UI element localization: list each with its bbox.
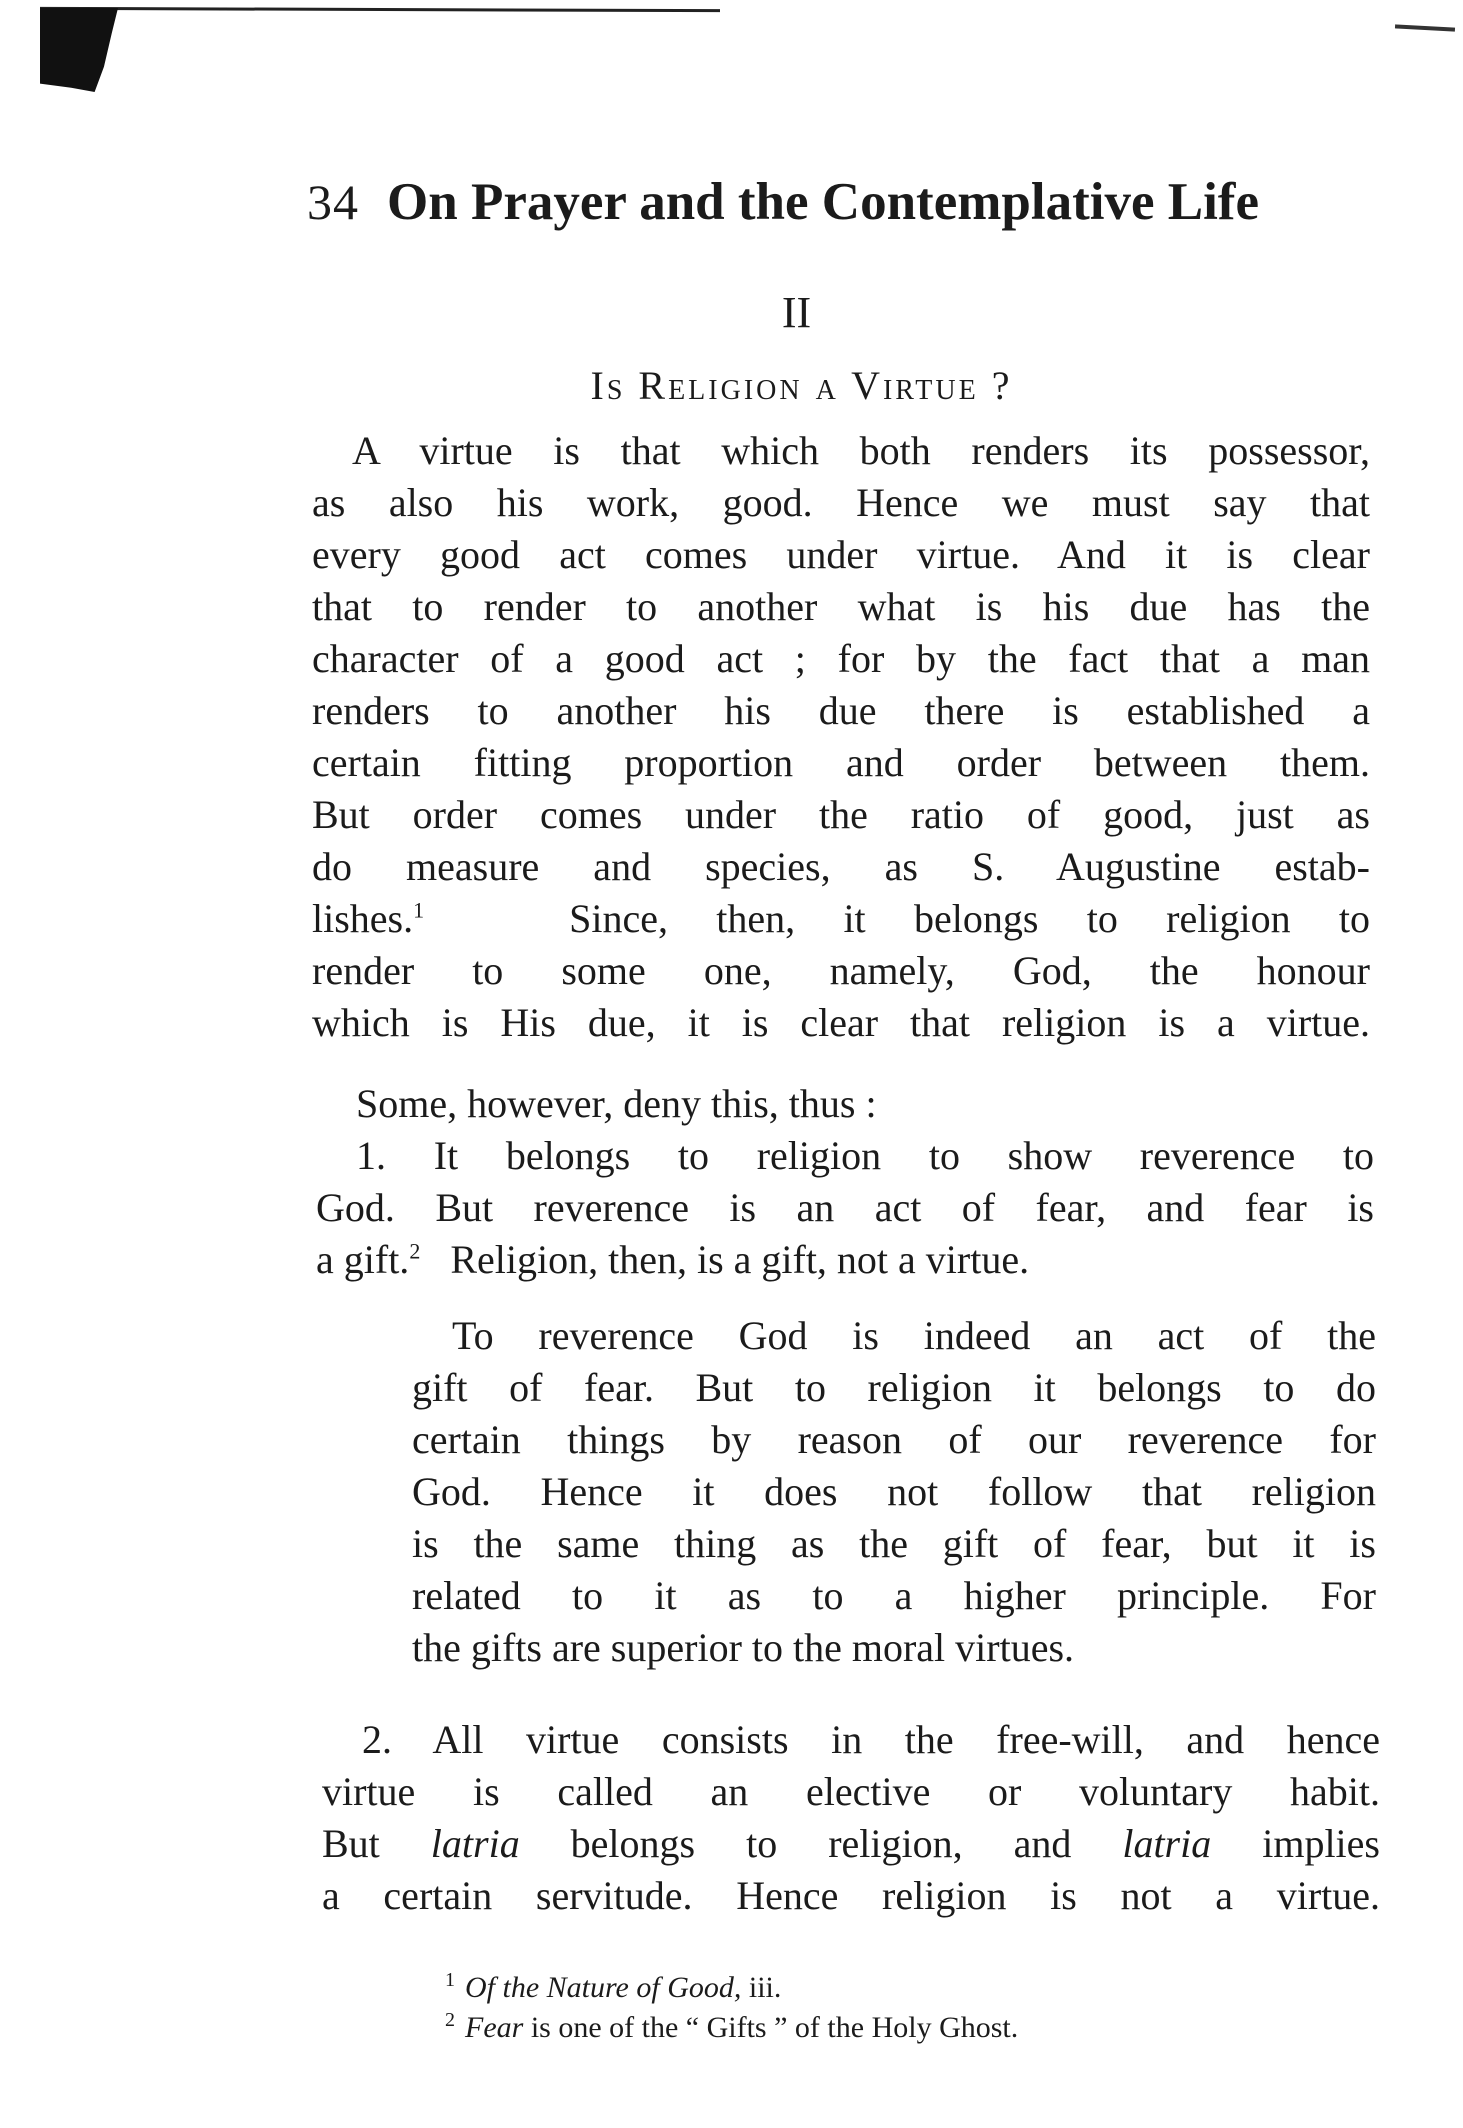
text-line: which is His due, it is clear that religion is a virtue. [312, 1000, 1370, 1045]
text-line: the gifts are superior to the moral virtues. [412, 1625, 1075, 1670]
text-line [322, 1818, 1380, 1870]
text-line: But order comes under the ratio of good, just as [312, 792, 1370, 837]
text-line: certain fitting proportion and order between them. [312, 740, 1370, 785]
scan-edge-line [40, 7, 720, 12]
text-line: as also his work, good. Hence we must say that [312, 480, 1370, 525]
paragraph-definition [312, 425, 1370, 1049]
text-line: that to render to another what is his due has the [312, 584, 1370, 629]
text-line [312, 893, 1370, 945]
section-heading: Is Religion a Virtue ? [590, 363, 1013, 408]
page-number: 34 [307, 174, 359, 230]
text-line: a certain servitude. Hence religion is not a virtue. [322, 1873, 1380, 1918]
text-line: is the same thing as the gift of fear, but it is [412, 1521, 1376, 1566]
footnote-italic: Of the Nature of Good, [465, 1971, 742, 2004]
text-line: Some, however, deny this, thus : [356, 1081, 877, 1126]
text-line: God. Hence it does not follow that religion [412, 1469, 1376, 1514]
paragraph-objection-2 [322, 1714, 1380, 1922]
text-fragment: belongs to religion, and [519, 1821, 1123, 1866]
text-line: do measure and species, as S. Augustine estab- [312, 844, 1370, 889]
running-head [307, 172, 1327, 242]
text-line: To reverence God is indeed an act of the [452, 1313, 1376, 1358]
footnote-text: is one of the “ Gifts ” of the Holy Ghost. [523, 2011, 1019, 2044]
text-fragment: Religion, then, is a gift, not a virtue. [450, 1237, 1030, 1282]
text-line: character of a good act ; for by the fact that a man [312, 636, 1370, 681]
text-fragment: lishes. [312, 896, 414, 941]
text-line: renders to another his due there is established a [312, 688, 1370, 733]
text-line: related to it as to a higher principle. For [412, 1573, 1376, 1618]
text-line: every good act comes under virtue. And it is clear [312, 532, 1370, 577]
text-line: gift of fear. But to religion it belongs to do [412, 1365, 1376, 1410]
paragraph-objection-1 [316, 1078, 1374, 1286]
chapter-number: II [781, 288, 812, 337]
text-line: virtue is called an elective or voluntary habit. [322, 1769, 1380, 1814]
footnote [445, 2008, 1345, 2048]
text-line: certain things by reason of our reverence for [412, 1417, 1376, 1462]
text-fragment: But [322, 1821, 431, 1866]
italic-term: latria [430, 1821, 520, 1866]
footnote-ref: 2 [409, 1238, 421, 1264]
footnote-mark: 1 [445, 1969, 455, 1991]
text-fragment: Since, then, it belongs to religion to [569, 896, 1370, 941]
text-fragment: a gift. [316, 1237, 410, 1282]
text-fragment: implies [1211, 1821, 1380, 1866]
text-line: God. But reverence is an act of fear, and fear is [316, 1185, 1374, 1230]
book-title: On Prayer and the Contemplative Life [387, 173, 1259, 231]
scan-edge-mark [1395, 24, 1455, 31]
text-line: 2. All virtue consists in the free-will, and hence [362, 1717, 1380, 1762]
text-line: 1. It belongs to religion to show reverence to [356, 1133, 1374, 1178]
text-line [316, 1234, 1374, 1286]
footnote-ref: 1 [413, 897, 425, 923]
footnote-mark: 2 [445, 2009, 455, 2031]
footnote-text: iii. [741, 1971, 782, 2004]
italic-term: latria [1122, 1821, 1212, 1866]
paragraph-reply-1 [412, 1310, 1376, 1674]
text-line: render to some one, namely, God, the honour [312, 948, 1370, 993]
scan-corner-mark [40, 8, 118, 92]
footnote-italic: Fear [465, 2011, 524, 2044]
footnote [445, 1968, 1345, 2008]
text-line: A virtue is that which both renders its possessor, [352, 428, 1370, 473]
footnotes [445, 1968, 1345, 2048]
